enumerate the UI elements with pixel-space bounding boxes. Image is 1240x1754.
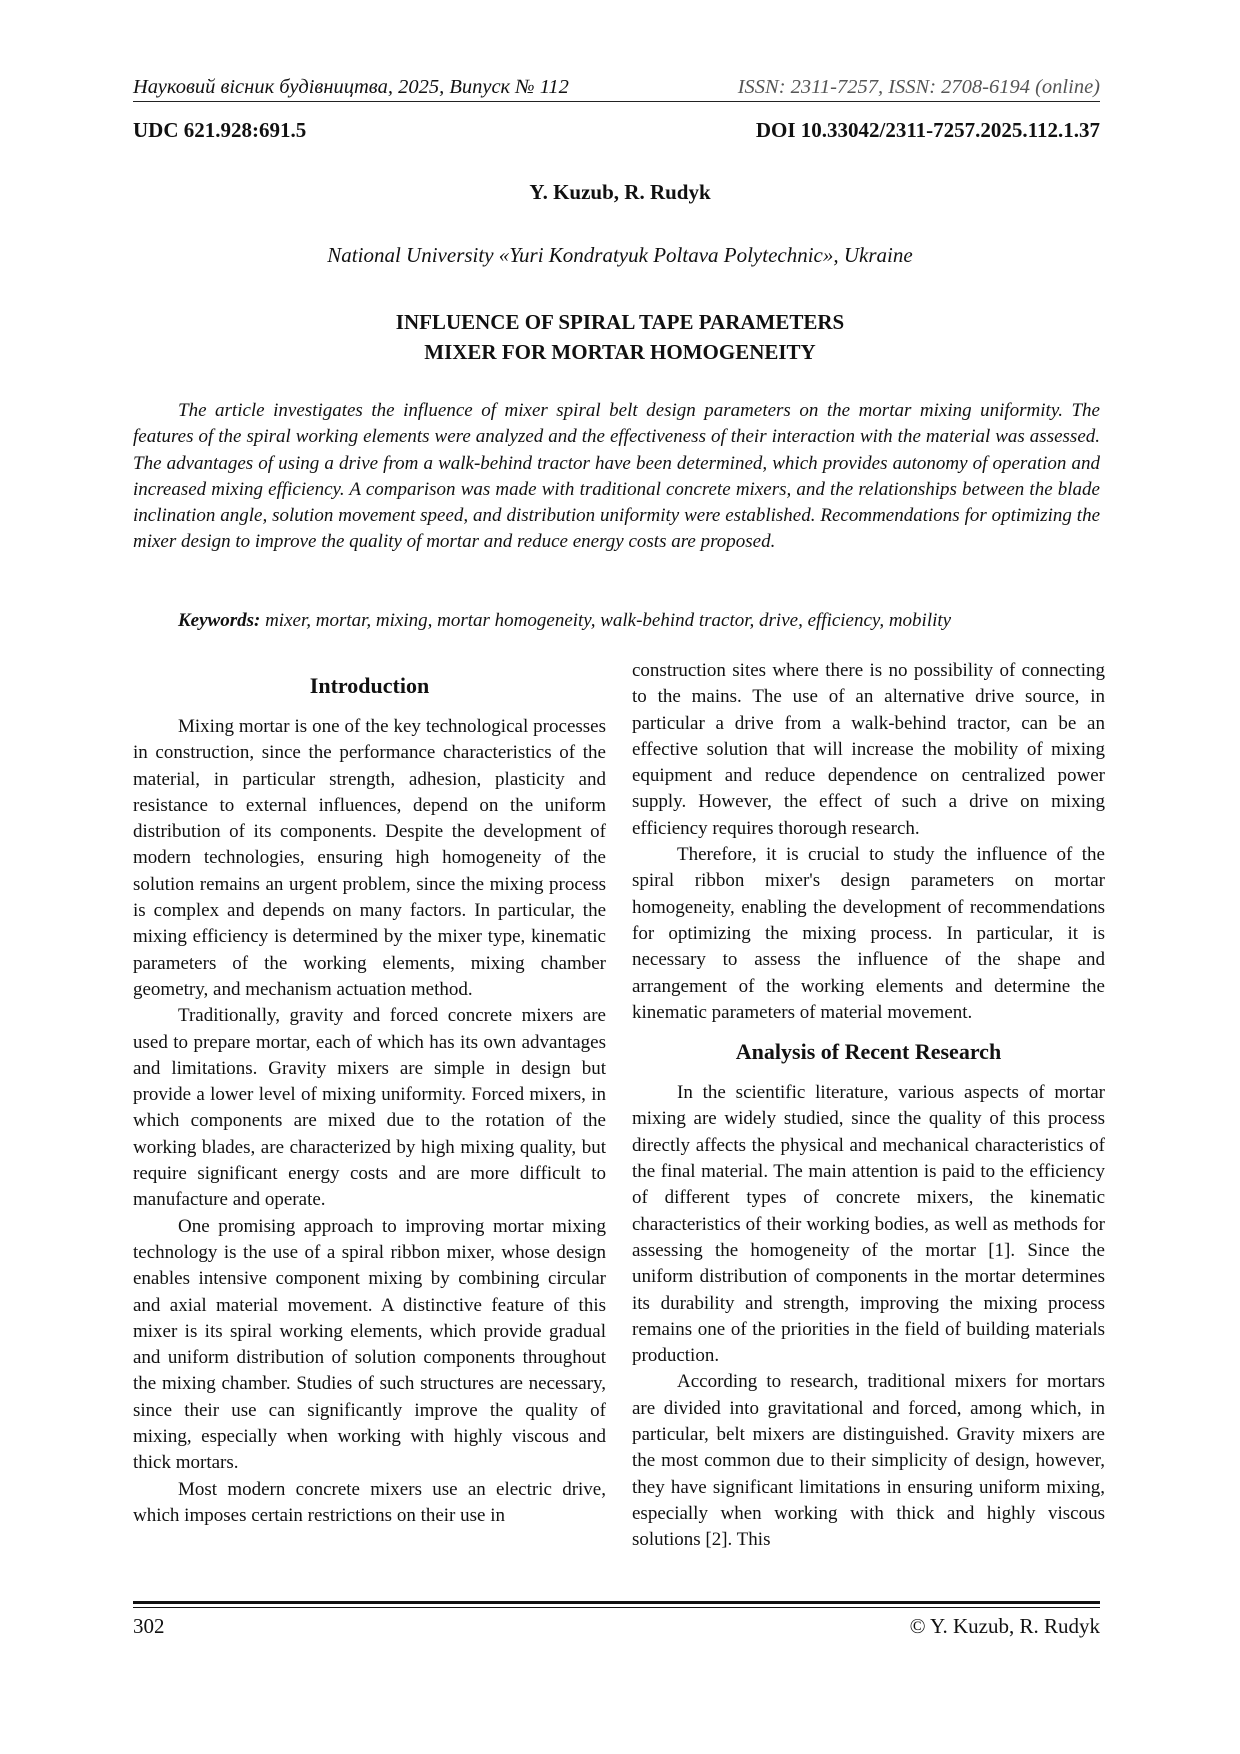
paragraph: Mixing mortar is one of the key technological processes in construction, since the performance characteristics of the material, in particular strength, adhesion, plasticity and resistance to external influences, depend on the uniform distribution of its components. Despite the development of modern technologies, ensuring high homogeneity of the solution remains an urgent problem, since the mixing process is complex and depends on many factors. In particular, the mixing efficiency is determined by the mixer type, kinematic parameters of the working elements, mixing chamber geometry, and mechanism actuation method.: [133, 716, 606, 1000]
keywords: [133, 608, 1100, 634]
udc: UDC 621.928:691.5: [133, 118, 307, 142]
paragraph-continued: construction sites where there is no possibility of connecting to the mains. The use of an alternative drive source, in particular a drive from a walk-behind tractor, can be an effective solution that will increase the mobility of mixing equipment and reduce dependence on centralized power supply. However, the effect of such a drive on mixing efficiency requires thorough research.: [632, 660, 1105, 839]
paragraph: According to research, traditional mixers for mortars are divided into gravitational and forced, among which, in particular, belt mixers are distinguished. Gravity mixers are the most common due to their simplicity of design, however, they have significant limitations in ensuring uniform mixing, especially when working with thick and highly viscous solutions [2]. This: [632, 1371, 1105, 1551]
running-head: [133, 76, 1100, 102]
affiliation: National University «Yuri Kondratyuk Poltava Polytechnic», Ukraine: [327, 243, 913, 267]
page-number: 302: [133, 1614, 165, 1638]
issn: ISSN: 2311-7257, ISSN: 2708-6194 (online): [737, 76, 1100, 98]
section-heading-introduction: Introduction: [309, 673, 430, 698]
footer-rule: [133, 1601, 1100, 1604]
abstract: [133, 398, 1100, 556]
keywords-label: Keywords:: [178, 610, 261, 631]
footer-rule-thin: [133, 1607, 1100, 1608]
section-heading-analysis: Analysis of Recent Research: [735, 1039, 1002, 1065]
left-column: [133, 662, 606, 1529]
paper-title: [0, 307, 1240, 367]
paragraph: In the scientific literature, various aspects of mortar mixing are widely studied, since the quality of this process directly affects the physical and mechanical characteristics of the final material. The main attention is paid to the efficiency of different types of concrete mixers, the kinematic characteristics of their working bodies, as well as methods for assessing the homogeneity of the mortar [1]. Since the uniform distribution of components in the mortar determines its durability and strength, improving the mixing process remains one of the priorities in the field of building materials production.: [632, 1082, 1105, 1367]
title-line-2: MIXER FOR MORTAR HOMOGENEITY: [424, 340, 816, 364]
doi: DOI 10.33042/2311-7257.2025.112.1.37: [755, 118, 1100, 142]
abstract-text: The article investigates the influence of mixer spiral belt design parameters on the mortar mixing uniformity. The features of the spiral working elements were analyzed and the effectiveness of their interaction with the material was assessed. The advantages of using a drive from a walk-behind tractor have been determined, which provides autonomy of operation and increased mixing efficiency. A comparison was made with traditional concrete mixers, and the relationships between the blade inclination angle, solution movement speed, and distribution uniformity were established. Recommendations for optimizing the mixer design to improve the quality of mortar and reduce energy costs are proposed.: [133, 400, 1100, 553]
title-line-1: INFLUENCE OF SPIRAL TAPE PARAMETERS: [395, 310, 845, 334]
authors: Y. Kuzub, R. Rudyk: [529, 180, 711, 204]
paragraph: Traditionally, gravity and forced concrete mixers are used to prepare mortar, each of which has its own advantages and limitations. Gravity mixers are simple in design but provide a lower level of mixing uniformity. Forced mixers, in which components are mixed due to the rotation of the working blades, are characterized by high mixing quality, but require significant energy costs and are more difficult to manufacture and operate.: [133, 1005, 606, 1211]
paragraph: One promising approach to improving mortar mixing technology is the use of a spiral ribbon mixer, whose design enables intensive component mixing by combining circular and axial material movement. A distinctive feature of this mixer is its spiral working elements, which provide gradual and uniform distribution of solution components throughout the mixing chamber. Studies of such structures are necessary, since their use can significantly improve the quality of mixing, especially when working with highly viscous and thick mortars.: [133, 1215, 606, 1474]
paragraph: Most modern concrete mixers use an electric drive, which imposes certain restrictions on their use in: [133, 1478, 606, 1526]
right-column: [632, 658, 1105, 1554]
journal-name: Науковий вісник будівництва, 2025, Випуск № 112: [133, 76, 569, 98]
copyright: © Y. Kuzub, R. Rudyk: [909, 1614, 1100, 1638]
keywords-text: mixer, mortar, mixing, mortar homogeneity, walk-behind tractor, drive, efficiency, mobility: [260, 610, 952, 631]
page-footer: [133, 1614, 1100, 1639]
paragraph: Therefore, it is crucial to study the influence of the spiral ribbon mixer's design parameters on mortar homogeneity, enabling the development of recommendations for optimizing the mixing process. In particular, it is necessary to assess the influence of the shape and arrangement of the working elements and determine the kinematic parameters of material movement.: [632, 844, 1105, 1023]
identifiers: [133, 118, 1100, 143]
